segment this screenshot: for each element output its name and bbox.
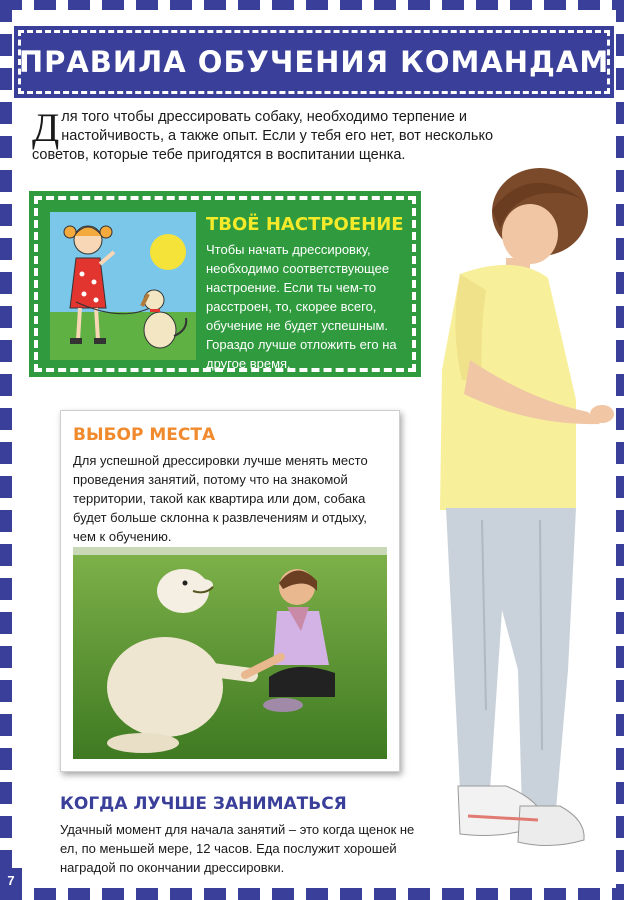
- mood-box: [34, 196, 416, 372]
- when-text: Удачный момент для начала занятий – это когда щенок не ел, по меньшей мере, 12 часов. Еда послужит хорошей наградой по окончании дрессировки.: [60, 822, 415, 875]
- when-title: КОГДА ЛУЧШЕ ЗАНИМАТЬСЯ: [60, 794, 347, 814]
- boy-photo: [420, 150, 616, 868]
- intro-text: ля того чтобы дрессировать собаку, необходимо терпение и настойчивость, а также опыт. Если у тебя его нет, вот несколько советов, которые тебе пригодятся в воспитании щенка.: [32, 109, 494, 163]
- page-border-left: [0, 0, 12, 900]
- intro-dropcap: Д: [32, 105, 60, 150]
- place-card: [60, 410, 400, 772]
- page-title: ПРАВИЛА ОБУЧЕНИЯ КОМАНДАМ: [18, 45, 610, 79]
- mood-title: ТВОЁ НАСТРОЕНИЕ: [206, 214, 404, 235]
- title-banner: [18, 30, 610, 94]
- page-border-right: [616, 0, 624, 900]
- place-text: Для успешной дрессировки лучше менять место проведения занятий, потому что на знакомой территории, такой как квартира или дом, собака будет больше склонна к развлечениям и отдыху, чем к обучению.: [73, 453, 368, 544]
- place-title: ВЫБОР МЕСТА: [73, 425, 216, 445]
- page-border-bottom: [0, 888, 624, 900]
- girl-with-dog-illustration: [50, 212, 196, 360]
- mood-text: Чтобы начать дрессировку, необходимо соответствующее настроение. Если ты чем-то расстроен, то, скорее всего, обучение не будет успешным. Гораздо лучше отложить его на другое время.: [206, 242, 397, 371]
- page-number: 7: [0, 868, 22, 892]
- girl-with-retriever-photo: [73, 547, 387, 759]
- page-border-top: [0, 0, 624, 10]
